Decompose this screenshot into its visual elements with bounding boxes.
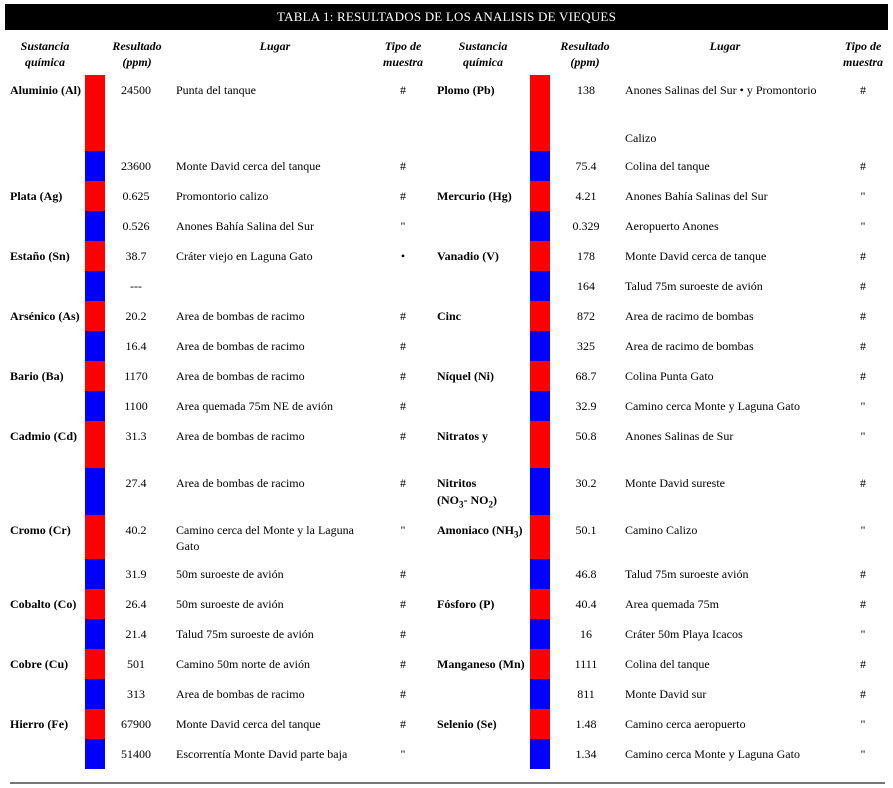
right-bar	[530, 181, 550, 211]
header-sustancia-left: Sustancia química	[20, 39, 70, 69]
right-lugar: Monte David cerca de tanque	[625, 249, 767, 263]
left-bar	[85, 361, 105, 391]
left-bar	[85, 301, 105, 331]
header-tipo-right: Tipo de muestra	[842, 39, 883, 69]
right-substance: Amoniaco $(NH_3)$	[437, 523, 523, 540]
right-result: 325	[577, 339, 595, 353]
right-bar	[530, 391, 550, 421]
left-bar	[85, 75, 105, 151]
right-bar	[530, 739, 550, 769]
right-tipo: "	[860, 189, 866, 203]
right-result: 50.8	[575, 429, 597, 443]
left-result: 51400	[121, 747, 151, 761]
right-tipo: #	[860, 369, 866, 383]
right-result: 30.2	[575, 476, 597, 490]
left-bar	[85, 468, 105, 515]
right-tipo: #	[860, 567, 866, 581]
right-substance: Níquel (Ni)	[437, 369, 494, 383]
right-tipo: #	[860, 279, 866, 293]
left-result: 1170	[124, 369, 148, 383]
right-lugar: Anones Salinas del Sur • y Promontorio	[625, 83, 817, 97]
right-result: 1.48	[575, 717, 597, 731]
right-lugar: Aeropuerto Anones	[625, 219, 719, 233]
right-substance: Manganeso (Mn)	[437, 657, 525, 671]
header-tipo-left: Tipo de muestra	[382, 39, 423, 69]
left-lugar: Camino cerca del Monte y la Laguna Gato	[176, 523, 354, 553]
left-lugar: Cráter viejo en Laguna Gato	[176, 249, 313, 263]
right-bar	[530, 301, 550, 331]
right-bar	[530, 241, 550, 271]
right-result: 0.329	[572, 219, 600, 233]
left-result: 21.4	[125, 627, 147, 641]
left-substance: Cromo (Cr)	[10, 523, 71, 537]
left-lugar: Area quemada 75m NE de avión	[176, 399, 333, 413]
header-resultado-right: Resultado (ppm)	[560, 39, 610, 69]
left-lugar: Area de bombas de racimo	[176, 309, 305, 323]
right-bar	[530, 589, 550, 619]
header-resultado-left: Resultado (ppm)	[112, 39, 162, 69]
left-substance: Aluminio (Al)	[10, 83, 82, 97]
right-result: 4.21	[575, 189, 597, 203]
right-tipo: #	[860, 309, 866, 323]
right-bar	[530, 619, 550, 649]
right-result: 1.34	[575, 747, 597, 761]
right-substance: Plomo (Pb)	[437, 83, 495, 97]
left-lugar: 50m suroeste de avión	[176, 567, 284, 581]
left-substance: Plata (Ag)	[10, 189, 63, 203]
right-lugar: Camino cerca aeropuerto	[625, 717, 746, 731]
left-substance: Cobre (Cu)	[10, 657, 69, 671]
right-tipo: #	[860, 597, 866, 611]
right-result: 164	[577, 279, 595, 293]
left-result: 31.9	[125, 567, 147, 581]
left-tipo: •	[400, 249, 406, 263]
right-lugar: Colina del tanque	[625, 159, 710, 173]
left-bar	[85, 211, 105, 241]
right-tipo: #	[860, 249, 866, 263]
left-tipo: #	[400, 369, 406, 383]
left-result: 26.4	[125, 597, 147, 611]
table-title: TABLA 1: RESULTADOS DE LOS ANALISIS DE VIEQUES	[5, 4, 888, 30]
right-substance: Mercurio (Hg)	[437, 189, 512, 203]
left-result: 1100	[124, 399, 148, 413]
right-result: 872	[577, 309, 595, 323]
right-lugar: Anones Salinas de Sur	[625, 429, 734, 443]
right-result: 32.9	[575, 399, 597, 413]
left-lugar: Area de bombas de racimo	[176, 369, 305, 383]
left-bar	[85, 151, 105, 181]
left-tipo: #	[400, 597, 406, 611]
right-bar	[530, 421, 550, 468]
right-result: 75.4	[575, 159, 597, 173]
right-tipo: "	[860, 219, 866, 233]
left-lugar: Monte David cerca del tanque	[176, 717, 321, 731]
left-lugar: Escorrentía Monte David parte baja	[176, 747, 348, 761]
right-bar	[530, 649, 550, 679]
left-result: 313	[127, 687, 145, 701]
left-lugar: Monte David cerca del tanque	[176, 159, 321, 173]
left-tipo: #	[400, 339, 406, 353]
right-substance: Vanadio (V)	[437, 249, 499, 263]
right-tipo: #	[860, 476, 866, 490]
left-lugar: Punta del tanque	[176, 83, 256, 97]
left-result: 0.625	[122, 189, 150, 203]
left-tipo: "	[400, 523, 406, 537]
left-substance: Hierro (Fe)	[10, 717, 69, 731]
right-bar	[530, 151, 550, 181]
left-lugar: Camino 50m norte de avión	[176, 657, 310, 671]
right-result: 16	[580, 627, 592, 641]
right-tipo: "	[860, 429, 866, 443]
left-bar	[85, 181, 105, 211]
right-bar	[530, 515, 550, 559]
left-lugar: Area de bombas de racimo	[176, 339, 305, 353]
right-result: 46.8	[575, 567, 597, 581]
right-result: 178	[577, 249, 595, 263]
right-lugar: Calizo	[625, 131, 657, 145]
right-tipo: "	[860, 399, 866, 413]
right-tipo: "	[860, 627, 866, 641]
left-tipo: "	[400, 219, 406, 233]
left-bar	[85, 709, 105, 739]
right-lugar: Camino Calizo	[625, 523, 698, 537]
right-substance-formula: ($NO_3-$ $NO_2$)	[437, 493, 497, 510]
right-substance: Fósforo (P)	[437, 597, 495, 611]
right-bar	[530, 331, 550, 361]
left-bar	[85, 515, 105, 559]
right-bar	[530, 559, 550, 589]
right-substance: Nitritos	[437, 476, 477, 490]
left-substance: Bario (Ba)	[10, 369, 64, 383]
left-result: 23600	[121, 159, 151, 173]
left-lugar: Talud 75m suroeste de avión	[176, 627, 314, 641]
left-substance: Estaño (Sn)	[10, 249, 70, 263]
left-lugar: Area de bombas de racimo	[176, 476, 305, 490]
right-bar	[530, 709, 550, 739]
right-lugar: Monte David sureste	[625, 476, 725, 490]
left-tipo: #	[400, 657, 406, 671]
left-bar	[85, 271, 105, 301]
right-lugar: Cráter 50m Playa Icacos	[625, 627, 743, 641]
right-bar	[530, 211, 550, 241]
left-tipo: #	[400, 429, 406, 443]
left-bar	[85, 241, 105, 271]
left-result: 16.4	[125, 339, 147, 353]
right-substance: Nitratos y	[437, 429, 488, 443]
right-result: 811	[577, 687, 595, 701]
bottom-divider	[10, 782, 885, 784]
right-tipo: "	[860, 717, 866, 731]
right-lugar: Area quemada 75m	[625, 597, 719, 611]
left-bar	[85, 619, 105, 649]
right-bar	[530, 468, 550, 515]
left-result: 38.7	[125, 249, 147, 263]
right-tipo: #	[860, 159, 866, 173]
right-bar	[530, 361, 550, 391]
left-bar	[85, 679, 105, 709]
header-lugar-right: Lugar	[709, 39, 741, 53]
right-lugar: Camino cerca Monte y Laguna Gato	[625, 747, 800, 761]
left-substance: Cobalto (Co)	[10, 597, 77, 611]
right-lugar: Colina del tanque	[625, 657, 710, 671]
right-lugar: Talud 75m suroeste avión	[625, 567, 749, 581]
left-substance: Arsénico (As)	[10, 309, 80, 323]
left-substance: Cadmio (Cd)	[10, 429, 78, 443]
right-bar	[530, 679, 550, 709]
left-bar	[85, 421, 105, 468]
left-result: 20.2	[125, 309, 147, 323]
left-tipo: #	[400, 627, 406, 641]
left-tipo: #	[400, 399, 406, 413]
left-result: 24500	[121, 83, 151, 97]
right-tipo: "	[860, 747, 866, 761]
left-tipo: #	[400, 476, 406, 490]
left-tipo: #	[400, 567, 406, 581]
right-tipo: "	[860, 523, 866, 537]
left-tipo: #	[400, 189, 406, 203]
left-tipo: #	[400, 717, 406, 731]
left-bar	[85, 331, 105, 361]
left-result: 27.4	[125, 476, 147, 490]
left-result: 0.526	[122, 219, 150, 233]
left-lugar: Promontorio calizo	[176, 189, 269, 203]
left-result: 501	[127, 657, 145, 671]
left-bar	[85, 559, 105, 589]
left-bar	[85, 589, 105, 619]
right-lugar: Area de racimo de bombas	[625, 309, 754, 323]
left-tipo: "	[400, 747, 406, 761]
right-lugar: Talud 75m suroeste de avión	[625, 279, 763, 293]
left-result: 40.2	[125, 523, 147, 537]
right-result: 1111	[574, 657, 598, 671]
left-lugar: 50m suroeste de avión	[176, 597, 284, 611]
right-lugar: Anones Bahía Salinas del Sur	[625, 189, 768, 203]
left-bar	[85, 391, 105, 421]
right-lugar: Camino cerca Monte y Laguna Gato	[625, 399, 800, 413]
left-bar	[85, 739, 105, 769]
left-lugar: Area de bombas de racimo	[176, 429, 305, 443]
right-result: 40.4	[575, 597, 597, 611]
left-tipo: #	[400, 159, 406, 173]
left-result: 67900	[121, 717, 151, 731]
right-lugar: Monte David sur	[625, 687, 707, 701]
header-sustancia-right: Sustancia química	[458, 39, 508, 69]
right-result: 68.7	[575, 369, 597, 383]
right-bar	[530, 271, 550, 301]
right-substance: Cinc	[437, 309, 461, 323]
right-bar	[530, 75, 550, 151]
right-lugar: Area de racimo de bombas	[625, 339, 754, 353]
right-lugar: Colina Punta Gato	[625, 369, 714, 383]
left-tipo: #	[400, 687, 406, 701]
right-tipo: #	[860, 339, 866, 353]
left-lugar: Anones Bahía Salina del Sur	[176, 219, 314, 233]
left-bar	[85, 649, 105, 679]
right-tipo: #	[860, 687, 866, 701]
right-result: 50.1	[575, 523, 597, 537]
right-result: 138	[577, 83, 595, 97]
left-result: 31.3	[125, 429, 147, 443]
left-lugar: Area de bombas de racimo	[176, 687, 305, 701]
left-tipo: #	[400, 309, 406, 323]
left-tipo: #	[400, 83, 406, 97]
right-tipo: #	[860, 83, 866, 97]
right-tipo: #	[860, 657, 866, 671]
right-substance: Selenio (Se)	[437, 717, 497, 731]
left-result: ---	[130, 279, 142, 293]
header-lugar-left: Lugar	[259, 39, 291, 53]
